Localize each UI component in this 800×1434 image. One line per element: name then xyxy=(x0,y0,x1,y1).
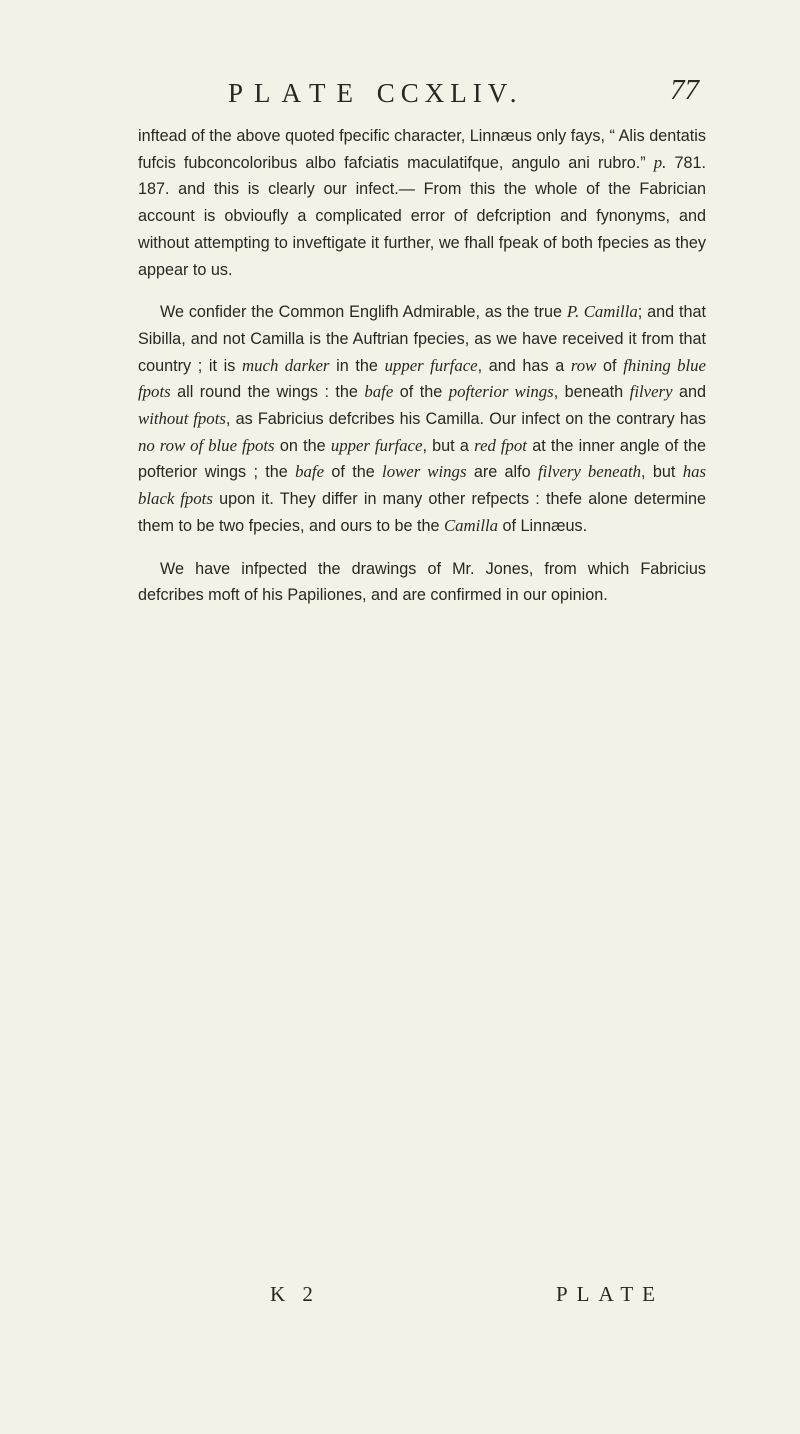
text-run: , but a xyxy=(422,436,475,455)
signature-mark: K 2 xyxy=(270,1282,319,1306)
text-run: ; and that Sibilla, and not Camilla is the Auftrian fpecies, as we have received it from that country ; it is xyxy=(138,303,706,375)
text-run: , beneath xyxy=(553,383,630,402)
body-text xyxy=(138,123,706,625)
italic-run: no row of blue fpots xyxy=(138,435,275,455)
catchword: PLATE xyxy=(556,1282,664,1306)
text-run: are alfo xyxy=(466,463,538,482)
text-run: at the inner angle of the pofterior wings ; the xyxy=(138,436,706,482)
text-run: 781. 187. and this is clearly our infect.— From this the whole of the Fabrician account is obvioufly a complicated error of defcription and fynonyms, and without attempting to inveftigate it further, we fhall fpeak of both fpecies as they appear to us. xyxy=(138,153,706,279)
italic-run: upper furface xyxy=(330,435,423,455)
text-run: We confider the Common Englifh Admirable, as the true xyxy=(160,303,567,322)
italic-run: Camilla xyxy=(443,515,499,535)
text-run: and xyxy=(672,383,707,402)
italic-run: bafe xyxy=(295,462,325,482)
italic-run: p. xyxy=(653,152,667,172)
text-run: of the xyxy=(324,463,383,482)
page-number: 77 xyxy=(670,74,699,106)
paragraph-3 xyxy=(138,556,706,609)
italic-run: has black fpots xyxy=(138,462,707,509)
text-run: on the xyxy=(274,436,331,455)
text-run: upon it. They differ in many other refpects : thefe alone determine them to be two fpecies, and ours to be the xyxy=(138,490,706,535)
italic-run: without fpots xyxy=(138,409,226,429)
plate-number: CCXLIV. xyxy=(376,78,523,108)
italic-run: row xyxy=(570,355,597,375)
italic-run: much darker xyxy=(242,355,330,375)
text-run: inftead of the above quoted fpecific character, Linnæus only fays, “ Alis dentatis fufcis fubconcoloribus albo fafciatis maculatifque, angulo ani rubro.” xyxy=(138,127,706,172)
text-run: of Linnæus. xyxy=(498,516,588,535)
italic-run: filvery xyxy=(629,382,673,402)
text-run: , as Fabricius defcribes his Camilla. Our infect on the contrary has xyxy=(225,410,706,429)
italic-run: upper furface xyxy=(384,355,478,375)
paragraph-2 xyxy=(138,299,706,539)
text-run: in the xyxy=(329,356,385,375)
text-run: of xyxy=(596,356,624,375)
text-run: , but xyxy=(641,463,683,482)
plate-label: PLATE xyxy=(228,78,364,108)
italic-run: fhining blue fpots xyxy=(138,355,706,402)
italic-run: filvery beneath xyxy=(538,462,642,482)
text-run: of the xyxy=(393,383,449,402)
text-run: , and has a xyxy=(477,356,571,375)
text-run: We have infpected the drawings of Mr. Jones, from which Fabricius defcribes moft of his Papiliones, and are confirmed in our opinion. xyxy=(138,559,706,605)
italic-run: bafe xyxy=(364,382,394,402)
text-run: all round the wings : the xyxy=(170,383,365,402)
italic-run: red fpot xyxy=(474,435,527,455)
italic-run: lower wings xyxy=(382,462,467,482)
italic-run: P. Camilla xyxy=(566,302,638,322)
running-header xyxy=(228,78,523,109)
paragraph-1 xyxy=(138,123,706,283)
italic-run: pofterior wings xyxy=(448,382,554,402)
